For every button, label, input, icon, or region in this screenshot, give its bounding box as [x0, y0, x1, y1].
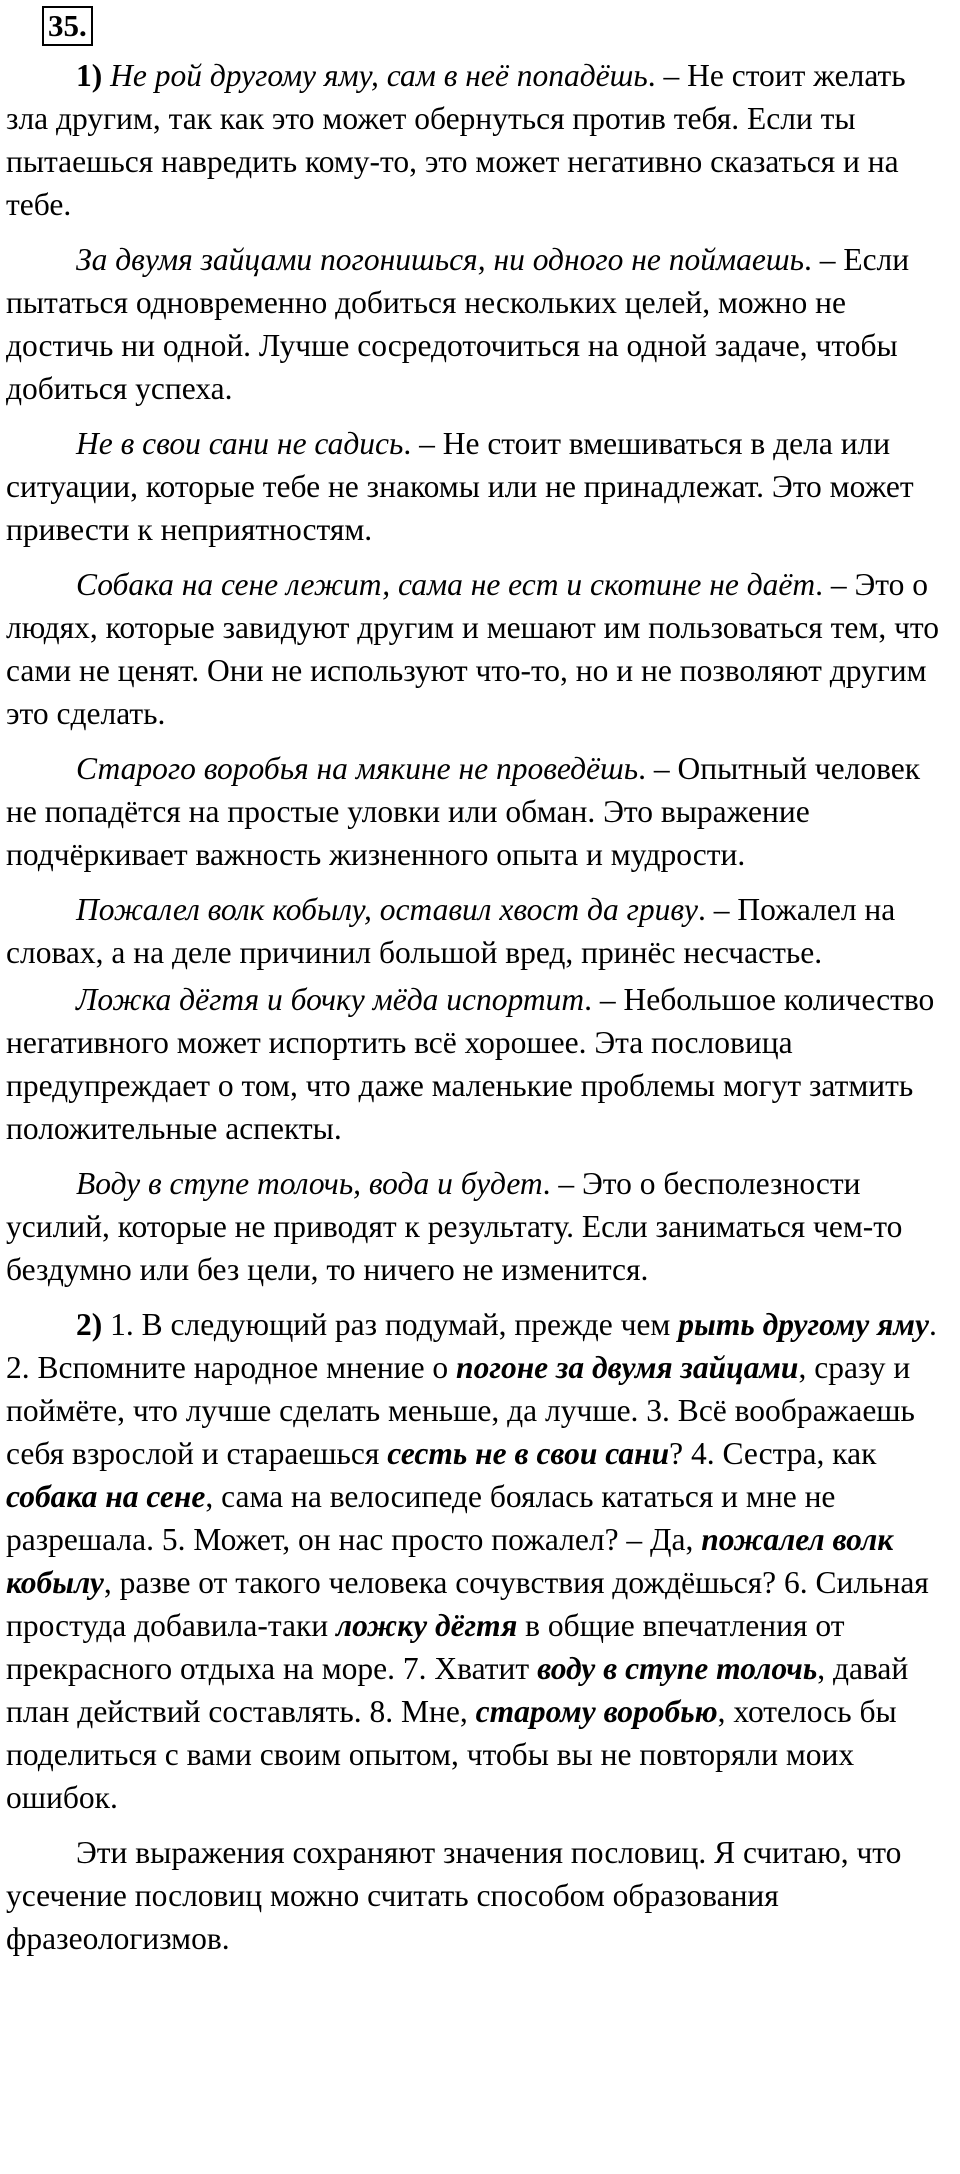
proverb-paragraph [6, 54, 952, 226]
proverb-paragraph [6, 422, 952, 551]
proverb-explanation: . – Небольшое количество негативного может испортить всё хорошее. Эта пословица предупреждает о том, что даже маленькие проблемы могут затмить положительные аспекты. [6, 982, 935, 1146]
proverb-text: Воду в ступе толочь, вода и будет [76, 1166, 543, 1201]
part-label: 1) [76, 58, 103, 93]
proverb-paragraph [6, 238, 952, 410]
proverb-explanation: . – Не стоит желать зла другим, так как это может обернуться против тебя. Если ты пытаешься навредить кому-то, это может негативно сказаться и на тебе. [6, 58, 906, 222]
proverb-text: Не в свои сани не садись [76, 426, 404, 461]
proverb-text: Не рой другому яму, сам в неё попадёшь [110, 58, 648, 93]
sentence-text: 1. В следующий раз подумай, прежде чем [102, 1307, 679, 1342]
proverb-explanation: . – Это о людях, которые завидуют другим и мешают им пользоваться тем, что сами не ценят. Они не используют что-то, но и не позволяют другим это сделать. [6, 567, 940, 731]
proverb-explanation: . – Не стоит вмешиваться в дела или ситуации, которые тебе не знакомы или не принадлежат. Это может привести к неприятностям. [6, 426, 914, 547]
proverb-text: Пожалел волк кобылу, оставил хвост да гриву [76, 892, 699, 927]
sentence-text: , сама на велосипеде боялась кататься и мне не разрешала. 5. Может, он нас просто пожалел? – Да, [6, 1479, 836, 1557]
conclusion-paragraph: Эти выражения сохраняют значения пословиц. Я считаю, что усечение пословиц можно считать способом образования фразеологизмов. [6, 1835, 902, 1956]
exercise-number: 35. [42, 6, 93, 46]
idiom-highlight: погоне за двумя зайцами [456, 1350, 799, 1385]
idiom-highlight: рыть другому яму [678, 1307, 929, 1342]
sentence-text: . 2. Вспомните народное мнение о [6, 1307, 937, 1385]
proverb-paragraph [6, 978, 952, 1150]
idiom-highlight: сесть не в свои сани [387, 1436, 670, 1471]
proverb-explanation: . – Опытный человек не попадётся на простые уловки или обман. Это выражение подчёркивает важность жизненного опыта и мудрости. [6, 751, 921, 872]
proverb-text: Ложка дёгтя и бочку мёда испортит [76, 982, 585, 1017]
proverb-explanation: . – Пожалел на словах, а на деле причинил большой вред, принёс несчастье. [6, 892, 896, 970]
idiom-highlight: пожалел волк кобылу [6, 1522, 894, 1600]
proverb-paragraph [6, 563, 952, 735]
part-label: 2) [76, 1307, 103, 1342]
proverb-text: Старого воробья на мякине не проведёшь [76, 751, 639, 786]
proverb-paragraph [6, 747, 952, 876]
sentence-text: , давай план действий составлять. 8. Мне, [6, 1651, 909, 1729]
sentence-text: , сразу и поймёте, что лучше сделать меньше, да лучше. 3. Всё воображаешь себя взрослой и стараешься [6, 1350, 915, 1471]
proverb-text: Собака на сене лежит, сама не ест и скотине не даёт [76, 567, 816, 602]
proverb-paragraph [6, 888, 952, 974]
sentence-text: , разве от такого человека сочувствия дождёшься? 6. Сильная простуда добавила-таки [6, 1565, 929, 1643]
proverb-explanation: . – Если пытаться одновременно добиться нескольких целей, можно не достичь ни одной. Лучше сосредоточиться на одной задаче, чтобы добиться успеха. [6, 242, 910, 406]
sentences-paragraph [6, 1303, 952, 1819]
sentence-text: , хотелось бы поделиться с вами своим опытом, чтобы вы не повторяли моих ошибок. [6, 1694, 897, 1815]
idiom-highlight: собака на сене [6, 1479, 206, 1514]
proverb-explanation: . – Это о бесполезности усилий, которые не приводят к результату. Если заниматься чем-то бездумно или без цели, то ничего не изменится. [6, 1166, 903, 1287]
idiom-highlight: старому воробью [475, 1694, 718, 1729]
sentence-text: ? 4. Сестра, как [669, 1436, 877, 1471]
idiom-highlight: ложку дёгтя [336, 1608, 518, 1643]
sentence-text: в общие впечатления от прекрасного отдыха на море. 7. Хватит [6, 1608, 845, 1686]
idiom-highlight: воду в ступе толочь [537, 1651, 818, 1686]
proverb-text: За двумя зайцами погонишься, ни одного не поймаешь [76, 242, 804, 277]
proverb-paragraph [6, 1162, 952, 1291]
